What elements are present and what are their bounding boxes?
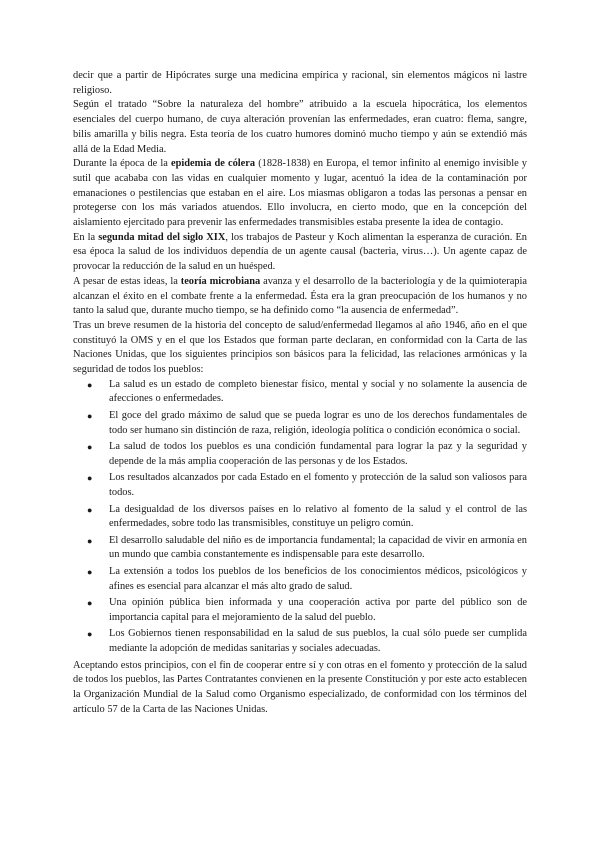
list-item-text: El desarrollo saludable del niño es de importancia fundamental; la capacidad de vivir en armonía en un mundo que cambia constantemente es indispensable para este desarrollo. <box>109 534 527 561</box>
principles-list <box>73 378 527 657</box>
list-item <box>73 440 527 469</box>
bullet-icon: ● <box>87 473 93 484</box>
bullet-icon: ● <box>87 504 93 515</box>
document-page <box>73 69 527 717</box>
paragraph-hipocrates: decir que a partir de Hipócrates surge una medicina empírica y racional, sin elementos mágicos ni lastre religioso. <box>73 70 527 96</box>
paragraph-conclusion: Aceptando estos principios, con el fin de cooperar entre sí y con otras en el fomento y protección de la salud de todos los pueblos, las Partes Contratantes convienen en la presente Constitución y por este acto establecen la Organización Mundial de la Salud como Organismo especializado, de conformidad con los términos del artículo 57 de la Carta de las Naciones Unidas. <box>73 659 527 715</box>
list-item <box>73 409 527 438</box>
paragraph-microbial-theory <box>73 275 527 319</box>
list-item <box>73 565 527 594</box>
paragraph-nineteenth-rest: , los trabajos de Pasteur y Koch alimentan la esperanza de curación. En esa época la salud de los individuos dependía de un agente causal (bacteria, virus…). Un agente capaz de provocar la reducción de la salud en un huésped. <box>73 231 527 273</box>
paragraph-microbial-lead: A pesar de estas ideas, la <box>73 275 181 287</box>
paragraph-microbial-rest: avanza y el desarrollo de la bacteriología y de la quimioterapia alcanzan el éxito en el combate frente a la enfermedad. Ésta era la gran preocupación de los humanos y no tanto la salud que, durante mucho tiempo, se ha definido como “la ausencia de enfermedad”. <box>73 275 528 317</box>
list-item <box>73 596 527 625</box>
list-item <box>73 503 527 532</box>
bullet-icon: ● <box>87 629 93 640</box>
list-item-text: El goce del grado máximo de salud que se pueda lograr es uno de los derechos fundamentales de todo ser humano sin distinción de raza, religión, ideología política o condición económica o social. <box>109 409 527 436</box>
list-item-text: La salud es un estado de completo bienestar físico, mental y social y no solamente la ausencia de afecciones o enfermedades. <box>109 378 527 405</box>
list-item <box>73 627 527 656</box>
paragraph-cholera-rest: (1828-1838) en Europa, el temor infinito al enemigo invisible y sutil que acababa con las vidas en cualquier momento y lugar, acentuó la idea de la contaminación por emanaciones o pestilencias que estaban en el aire. Los miasmas obligaron a todas las personas a pensar en protegerse con los más variados atuendos. Ello involucra, en cierto modo, que en la concepción del aislamiento ejercitado para prevenir las enfermedades transmisibles estaba presente la idea de contagio. <box>73 158 528 229</box>
bullet-icon: ● <box>87 379 93 390</box>
list-item <box>73 471 527 500</box>
list-item-text: La desigualdad de los diversos países en lo relativo al fomento de la salud y el control de las enfermedades, sobre todo las transmisibles, constituye un peligro común. <box>109 503 527 530</box>
list-item-text: La extensión a todos los pueblos de los beneficios de los conocimientos médicos, psicológicos y afines es esencial para alcanzar el más alto grado de salud. <box>109 565 527 592</box>
paragraph-cholera-lead: Durante la época de la <box>73 158 171 170</box>
paragraph-cholera-bold: epidemia de cólera <box>170 158 256 170</box>
paragraph-oms-1946: Tras un breve resumen de la historia del concepto de salud/enfermedad llegamos al año 1946, año en el que constituyó la OMS y en el que los Estados que forman parte declaran, en conformidad con la Carta de las Naciones Unidas, que los siguientes principios son básicos para la felicidad, las relaciones armónicas y la seguridad de todos los pueblos: <box>73 319 527 376</box>
list-item-text: Una opinión pública bien informada y una cooperación activa por parte del público son de importancia capital para el mejoramiento de la salud del pueblo. <box>109 597 527 623</box>
paragraph-nineteenth-century <box>73 231 527 275</box>
paragraph-nineteenth-lead: En la <box>73 231 99 243</box>
bullet-icon: ● <box>87 598 93 609</box>
paragraph-nineteenth-bold: segunda mitad del siglo XIX <box>98 231 226 243</box>
list-item-text: Los Gobiernos tienen responsabilidad en la salud de sus pueblos, la cual sólo puede ser cumplida mediante la adopción de medidas sanitarias y sociales adecuadas. <box>109 628 527 655</box>
list-item <box>73 378 527 407</box>
list-item-text: Los resultados alcanzados por cada Estado en el fomento y protección de la salud son valiosos para todos. <box>109 472 527 499</box>
list-item-text: La salud de todos los pueblos es una condición fundamental para lograr la paz y la seguridad y depende de la más amplia cooperación de las personas y de los Estados. <box>109 441 527 467</box>
list-item <box>73 534 527 563</box>
bullet-icon: ● <box>87 566 93 577</box>
paragraph-four-humors: Según el tratado “Sobre la naturaleza del hombre” atribuido a la escuela hipocrática, los elementos esenciales del cuerpo humano, de cuya alteración provenían las enfermedades, eran cuatro: flema, sangre, bilis amarilla y bilis negra. Esta teoría de los cuatro humores dominó mucho tiempo y aún se extendió más allá de la Edad Media. <box>73 99 527 155</box>
bullet-icon: ● <box>87 442 93 453</box>
paragraph-microbial-bold: teoría microbiana <box>180 275 261 287</box>
bullet-icon: ● <box>87 410 93 421</box>
bullet-icon: ● <box>87 535 93 546</box>
paragraph-cholera <box>73 157 527 231</box>
